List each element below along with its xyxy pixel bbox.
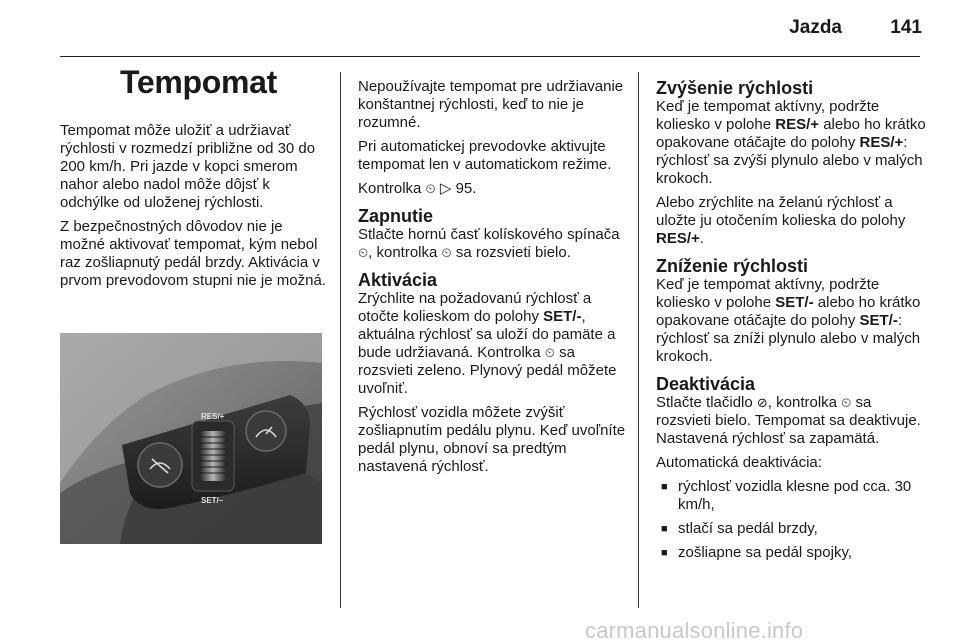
- steering-wheel-photo: [60, 333, 322, 544]
- section-heading-zapnutie: Zapnutie: [358, 206, 433, 226]
- column-divider: [638, 72, 639, 608]
- section-heading-aktivacia: Aktivácia: [358, 270, 438, 290]
- paragraph: Pri automatickej prevodovke aktivujte tempomat len v automatickom režime.: [358, 138, 612, 173]
- page-number: 141: [890, 17, 922, 38]
- res-label: RES/+: [201, 412, 225, 421]
- paragraph: Keď je tempomat aktívny, podržte koliesko v polohe SET/- alebo ho krátko opakovane otáčajte do polohy SET/-: rýchlosť sa zníži plynulo alebo v malých krokoch.: [656, 276, 921, 365]
- list-item: ■ zošliapne sa pedál spojky,: [661, 544, 852, 561]
- paragraph: Alebo zrýchlite na želanú rýchlosť a uložte ju otočením kolieska do polohy RES/+.: [656, 194, 906, 247]
- paragraph: Tempomat môže uložiť a udržiavať rýchlosti v rozmedzí približne od 30 do 200 km/h. Pri jazde v kopci smerom nahor alebo nadol môže dôjsť k odchýlke od uloženej rýchlosti.: [60, 122, 316, 211]
- deactivation-list: [656, 478, 928, 562]
- paragraph: Kontrolka ⏲ ▷ 95.: [358, 180, 477, 197]
- page-header: [0, 0, 960, 56]
- section-heading-znizenie: Zníženie rýchlosti: [656, 256, 809, 276]
- paragraph: Zrýchlite na požadovanú rýchlosť a otočte kolieskom do polohy SET/-, aktuálna rýchlosť sa uloží do pamäte a bude udržiavaná. Kontrolka ⏲ sa rozsvieti zeleno. Plynový pedál môžete uvoľniť.: [358, 290, 617, 397]
- paragraph: Rýchlosť vozidla môžete zvýšiť zošliapnutím pedálu plynu. Keď uvoľníte pedál plynu, obnoví sa predtým nastavená rýchlosť.: [358, 404, 626, 475]
- column-2: [358, 78, 630, 482]
- list-item: ■ rýchlosť vozidla klesne pod cca. 30 km/h,: [661, 478, 912, 513]
- square-bullet-icon: ■: [661, 481, 668, 493]
- section-heading-deaktivacia: Deaktivácia: [656, 374, 756, 394]
- paragraph: Automatická deaktivácia:: [656, 454, 822, 471]
- cruise-control-icon: ⏲: [544, 345, 555, 360]
- paragraph: Nepoužívajte tempomat pre udržiavanie konštantnej rýchlosti, keď to nie je rozumné.: [358, 78, 624, 131]
- list-item: ■ stlačí sa pedál brzdy,: [661, 520, 818, 537]
- header-divider: [60, 56, 920, 57]
- section-title: Jazda: [789, 17, 842, 38]
- square-bullet-icon: ■: [661, 523, 668, 535]
- paragraph: Stlačte hornú časť kolískového spínača ⏲, kontrolka ⏲ sa rozsvieti bielo.: [358, 226, 620, 261]
- paragraph: Keď je tempomat aktívny, podržte koliesko v polohe RES/+ alebo ho krátko opakovane otáčajte do polohy RES/+: rýchlosť sa zvýši plynulo alebo v malých krokoch.: [656, 98, 926, 187]
- cruise-cancel-icon: ⊘: [756, 395, 768, 410]
- cruise-control-icon: ⏲: [425, 181, 436, 196]
- section-heading-zvysenie: Zvýšenie rýchlosti: [656, 78, 814, 98]
- paragraph: Stlačte tlačidlo ⊘, kontrolka ⏲ sa rozsvieti bielo. Tempomat sa deaktivuje. Nastavená rýchlosť sa zapamätá.: [656, 394, 921, 447]
- square-bullet-icon: ■: [661, 547, 668, 559]
- column-divider: [340, 72, 341, 608]
- cruise-control-icon: ⏲: [841, 395, 852, 410]
- intro-text: [60, 122, 330, 296]
- cruise-control-icon: ⏲: [358, 245, 369, 260]
- main-heading: Tempomat: [120, 64, 278, 100]
- column-3: [656, 78, 928, 568]
- watermark: carmanualsonline.info: [585, 618, 804, 642]
- page-reference-icon: ▷: [439, 180, 452, 197]
- cruise-control-icon: ⏲: [441, 245, 452, 260]
- paragraph: Z bezpečnostných dôvodov nie je možné aktivovať tempomat, kým nebol raz zošliapnutý pedál brzdy. Aktivácia v prvom prevodovom stupni nie je možná.: [60, 218, 326, 289]
- set-label: SET/–: [201, 496, 224, 505]
